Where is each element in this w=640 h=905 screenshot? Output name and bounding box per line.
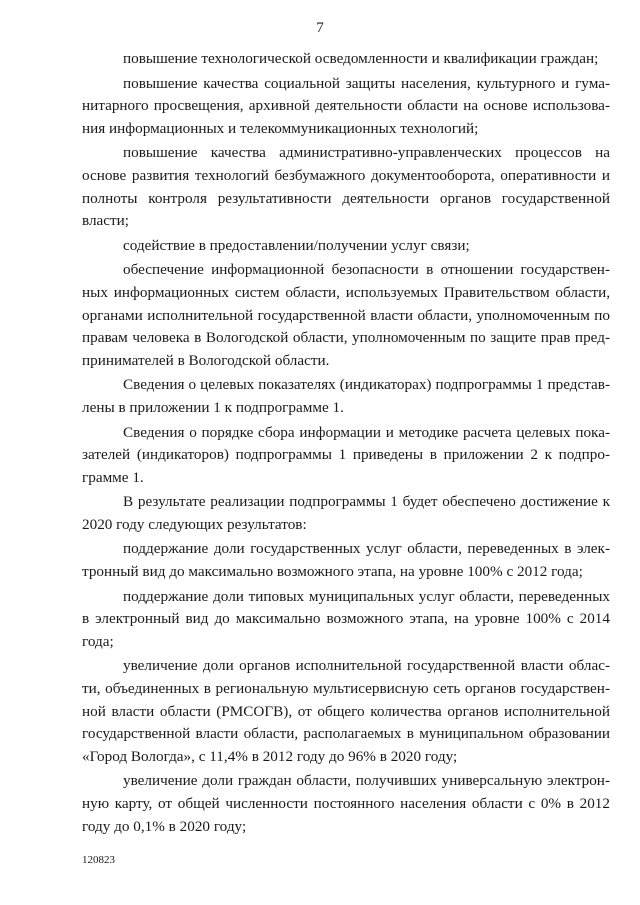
paragraph: В результате реализации подпрограммы 1 будет обеспечено достижение к 2020 году следующих результатов: bbox=[82, 493, 610, 533]
document-code: 120823 bbox=[82, 854, 115, 866]
paragraph: поддержание доли типовых муниципальных услуг области, переведенных в электронный вид до максимально возможного этапа, на уровне 100% с 2014 года; bbox=[82, 587, 610, 650]
paragraph: обеспечение информационной безопасности в отношении государственных информационных систем области, используемых Правительством области, органами исполнительной государственной власти области, уполномоченным по правам человека в Вологодской области, уполномоченным по защите прав предпринимателей в Вологодской области. bbox=[82, 261, 610, 369]
page-number: 7 bbox=[316, 20, 324, 36]
paragraph: повышение качества социальной защиты населения, культурного и гуманитарного просвещения, архивной деятельности области на основе использования информационных и телекоммуникационных технологий; bbox=[82, 74, 610, 137]
paragraph: повышение технологической осведомленности и квалификации граждан; bbox=[123, 50, 599, 67]
paragraph: увеличение доли органов исполнительной государственной власти области, объединенных в региональную мультисервисную сеть органов государственной власти области (РМСОГВ), от общего количества органов исполнительной государственной власти области, располагаемых в муниципальном образовании «Город Вологда», с 11,4% в 2012 году до 96% в 2020 году; bbox=[82, 657, 610, 765]
paragraph: увеличение доли граждан области, получивших универсальную электронную карту, от общей численности постоянного населения области с 0% в 2012 году до 0,1% в 2020 году; bbox=[82, 772, 610, 835]
paragraph: поддержание доли государственных услуг области, переведенных в электронный вид до максимально возможного этапа, на уровне 100% с 2012 года; bbox=[82, 540, 610, 581]
paragraph: Сведения о целевых показателях (индикаторах) подпрограммы 1 представлены в приложении 1 к подпрограмме 1. bbox=[82, 376, 610, 416]
paragraph: повышение качества административно-управленческих процессов на основе развития технологий безбумажного документооборота, оперативности и полноты контроля результативности деятельности органов государственной власти; bbox=[82, 144, 610, 230]
document-body bbox=[82, 48, 610, 840]
paragraph: Сведения о порядке сбора информации и методике расчета целевых показателей (индикаторов) подпрограммы 1 приведены в приложении 2 к подпрограмме 1. bbox=[82, 423, 610, 486]
paragraph: содействие в предоставлении/получении услуг связи; bbox=[123, 236, 470, 254]
